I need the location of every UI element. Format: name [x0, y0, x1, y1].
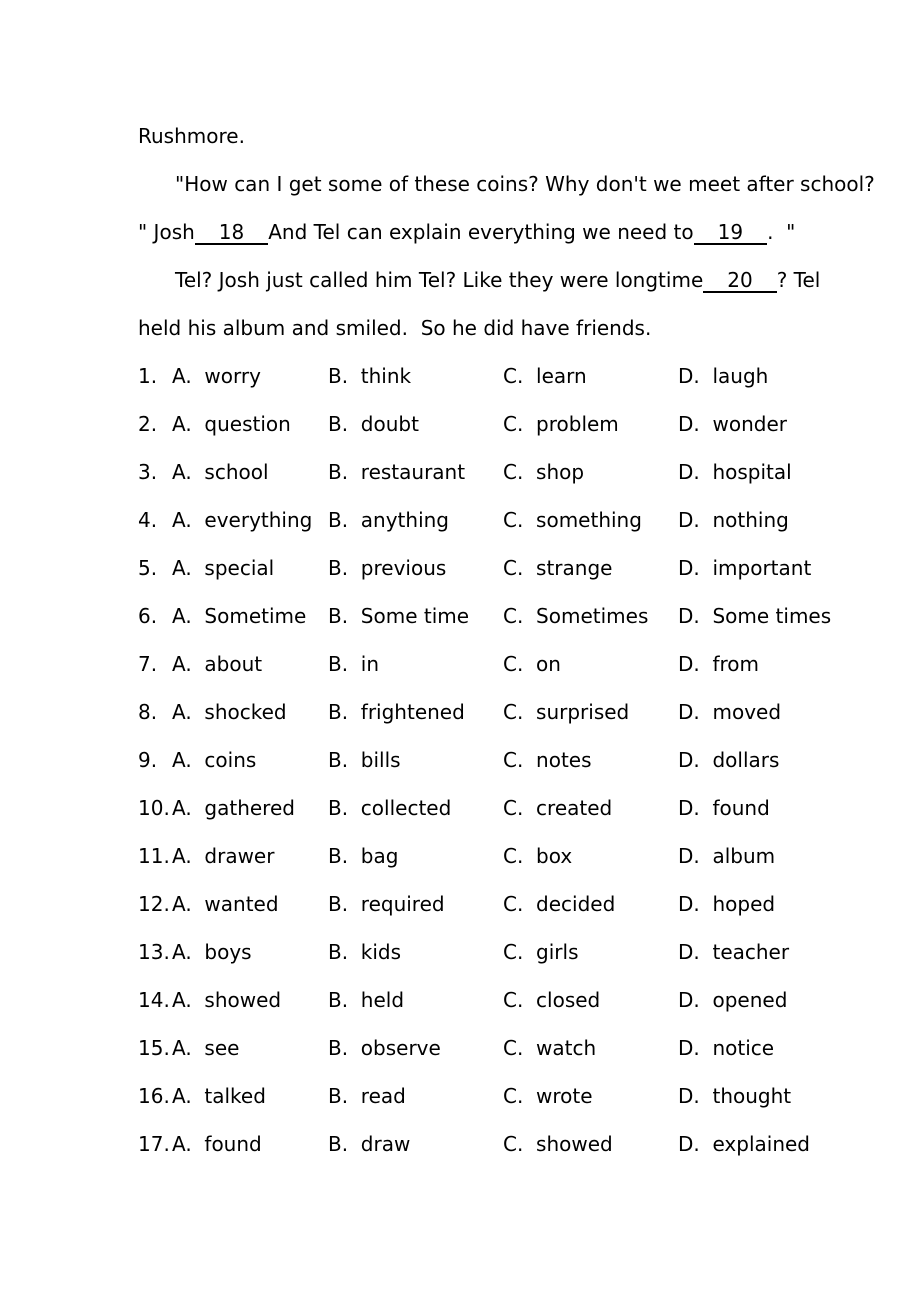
option-a: A. everything	[172, 508, 313, 532]
passage-line	[138, 304, 878, 352]
option-d: D. nothing	[678, 508, 789, 532]
option-a: A. question	[172, 412, 291, 436]
option-b: B. required	[328, 892, 445, 916]
option-d: D. explained	[678, 1132, 811, 1156]
passage-line	[138, 256, 878, 304]
option-d: D. thought	[678, 1084, 792, 1108]
option-d: D. hospital	[678, 460, 792, 484]
question-number: 14.	[138, 988, 170, 1012]
option-a: A. showed	[172, 988, 282, 1012]
option-a: A. wanted	[172, 892, 279, 916]
question-row	[138, 880, 878, 928]
option-a: A. shocked	[172, 700, 287, 724]
question-number: 11.	[138, 844, 170, 868]
option-c: C. wrote	[503, 1084, 593, 1108]
passage-text-segment: Rushmore.	[138, 124, 245, 148]
question-row	[138, 448, 878, 496]
option-a: A. gathered	[172, 796, 295, 820]
question-row	[138, 688, 878, 736]
option-b: B. observe	[328, 1036, 441, 1060]
option-d: D. laugh	[678, 364, 769, 388]
question-row	[138, 544, 878, 592]
question-row	[138, 736, 878, 784]
option-c: C. closed	[503, 988, 601, 1012]
option-c: C. girls	[503, 940, 579, 964]
question-number: 17.	[138, 1132, 170, 1156]
option-c: C. on	[503, 652, 561, 676]
option-b: B. read	[328, 1084, 406, 1108]
question-number: 10.	[138, 796, 170, 820]
question-row	[138, 928, 878, 976]
question-row	[138, 1120, 878, 1168]
cloze-blank-18: 18	[195, 221, 268, 245]
passage-text-segment: Tel? Josh just called him Tel? Like they were longtime	[175, 268, 704, 292]
option-b: B. previous	[328, 556, 447, 580]
option-c: C. strange	[503, 556, 613, 580]
option-b: B. collected	[328, 796, 452, 820]
question-row	[138, 1024, 878, 1072]
option-c: C. box	[503, 844, 573, 868]
question-row	[138, 640, 878, 688]
document-content	[138, 112, 878, 1168]
question-row	[138, 784, 878, 832]
question-row	[138, 976, 878, 1024]
option-b: B. bills	[328, 748, 401, 772]
option-d: D. found	[678, 796, 770, 820]
question-row	[138, 1072, 878, 1120]
option-a: A. talked	[172, 1084, 266, 1108]
option-d: D. moved	[678, 700, 782, 724]
option-d: D. hoped	[678, 892, 776, 916]
option-a: A. drawer	[172, 844, 275, 868]
option-b: B. held	[328, 988, 405, 1012]
cloze-blank-20: 20	[703, 269, 776, 293]
question-number: 15.	[138, 1036, 170, 1060]
option-c: C. something	[503, 508, 642, 532]
option-a: A. about	[172, 652, 263, 676]
option-c: C. created	[503, 796, 613, 820]
option-b: B. think	[328, 364, 412, 388]
option-b: B. anything	[328, 508, 450, 532]
option-a: A. see	[172, 1036, 240, 1060]
question-number: 4.	[138, 508, 158, 532]
option-c: C. watch	[503, 1036, 597, 1060]
option-a: A. school	[172, 460, 269, 484]
option-c: C. problem	[503, 412, 619, 436]
question-row	[138, 496, 878, 544]
passage-text-segment: "How can I get some of these coins? Why don't we meet after school?	[175, 172, 875, 196]
question-number: 2.	[138, 412, 158, 436]
option-b: B. in	[328, 652, 380, 676]
passage-text-segment: held his album and smiled. So he did have friends.	[138, 316, 652, 340]
cloze-blank-19: 19	[694, 221, 767, 245]
question-row	[138, 592, 878, 640]
option-d: D. Some times	[678, 604, 832, 628]
option-d: D. teacher	[678, 940, 790, 964]
question-number: 12.	[138, 892, 170, 916]
question-number: 13.	[138, 940, 170, 964]
option-d: D. notice	[678, 1036, 775, 1060]
option-c: C. learn	[503, 364, 587, 388]
option-a: A. boys	[172, 940, 252, 964]
option-a: A. found	[172, 1132, 262, 1156]
question-row	[138, 832, 878, 880]
option-c: C. Sometimes	[503, 604, 649, 628]
option-c: C. showed	[503, 1132, 613, 1156]
option-d: D. wonder	[678, 412, 787, 436]
option-b: B. restaurant	[328, 460, 466, 484]
option-a: A. Sometime	[172, 604, 307, 628]
option-a: A. coins	[172, 748, 257, 772]
option-d: D. album	[678, 844, 776, 868]
question-number: 16.	[138, 1084, 170, 1108]
passage-text-segment: . "	[767, 220, 796, 244]
option-b: B. frightened	[328, 700, 465, 724]
option-c: C. notes	[503, 748, 592, 772]
passage-line	[138, 112, 878, 160]
question-number: 7.	[138, 652, 158, 676]
option-b: B. kids	[328, 940, 402, 964]
option-c: C. decided	[503, 892, 616, 916]
option-b: B. Some time	[328, 604, 470, 628]
question-number: 8.	[138, 700, 158, 724]
passage-paragraphs	[138, 112, 878, 352]
option-a: A. special	[172, 556, 275, 580]
question-number: 6.	[138, 604, 158, 628]
option-c: C. surprised	[503, 700, 630, 724]
options-list	[138, 352, 878, 1168]
option-d: D. opened	[678, 988, 788, 1012]
option-d: D. important	[678, 556, 812, 580]
question-number: 3.	[138, 460, 158, 484]
passage-line	[138, 160, 878, 208]
question-number: 5.	[138, 556, 158, 580]
question-number: 9.	[138, 748, 158, 772]
passage-text-segment: And Tel can explain everything we need to	[268, 220, 694, 244]
passage-line	[138, 208, 878, 256]
passage-text-segment: ? Tel	[776, 268, 821, 292]
option-a: A. worry	[172, 364, 261, 388]
option-b: B. bag	[328, 844, 399, 868]
question-row	[138, 352, 878, 400]
option-d: D. dollars	[678, 748, 780, 772]
option-c: C. shop	[503, 460, 585, 484]
option-d: D. from	[678, 652, 760, 676]
option-b: B. draw	[328, 1132, 411, 1156]
passage-text-segment: " Josh	[138, 220, 195, 244]
question-number: 1.	[138, 364, 158, 388]
question-row	[138, 400, 878, 448]
option-b: B. doubt	[328, 412, 419, 436]
